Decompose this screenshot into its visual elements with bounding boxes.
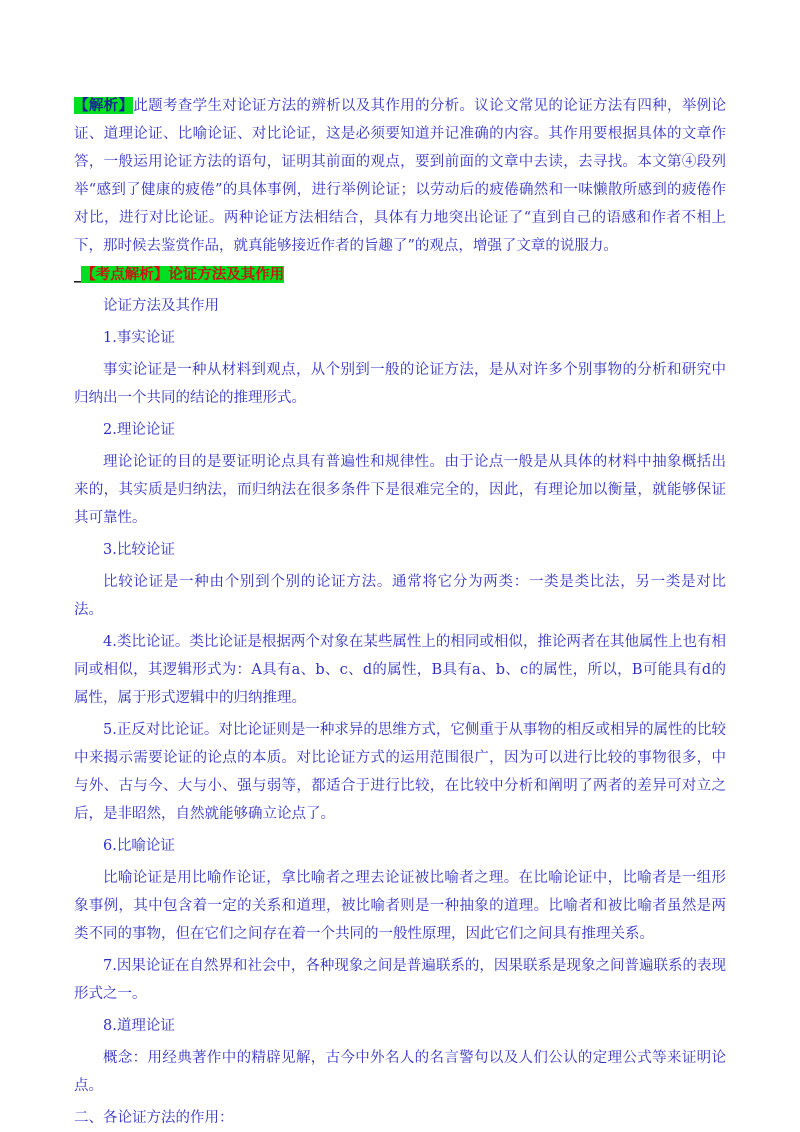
subheading-theory-argument: 2.理论论证 xyxy=(103,422,175,438)
subheading-comparison-argument: 3.比较论证 xyxy=(103,542,175,558)
document-page xyxy=(74,92,726,1132)
paragraph-comparison-argument: 比较论证是一种由个别到个别的论证方法。通常将它分为两类：一类是类比法，另一类是对比法。 xyxy=(74,574,726,618)
analysis-label: 【解析】 xyxy=(74,97,134,114)
subheading-reasoning-argument: 8.道理论证 xyxy=(103,1018,175,1034)
paragraph-causal-argument: 7.因果论证在自然界和社会中，各种现象之间是普遍联系的，因果联系是现象之间普遍联系的表现形式之一。 xyxy=(74,958,726,1002)
key-point-label: 【考点解析】 xyxy=(81,266,169,283)
paragraph-metaphor-argument: 比喻论证是用比喻作论证，拿比喻者之理去论证被比喻者之理。在比喻论证中，比喻者是一组形象事例，其中包含着一定的关系和道理，被比喻者则是一种抽象的道理。比喻者和被比喻者虽然是两类不同的事物，但在它们之间存在着一个共同的一般性原理，因此它们之间具有推理关系。 xyxy=(74,870,726,942)
paragraph-contrast-argument: 5.正反对比论证。对比论证则是一种求异的思维方式，它侧重于从事物的相反或相异的属性的比较中来揭示需要论证的论点的本质。对比论证方式的运用范围很广，因为可以进行比较的事物很多，中与外、古与今、大与小、强与弱等，都适合于进行比较，在比较中分析和阐明了两者的差异可对立之后，是非昭然，自然就能够确立论点了。 xyxy=(74,722,726,822)
paragraph-fact-argument: 事实论证是一种从材料到观点，从个别到一般的论证方法，是从对许多个别事物的分析和研究中归纳出一个共同的结论的推理形式。 xyxy=(74,362,726,406)
key-point-heading xyxy=(74,262,726,288)
subheading-metaphor-argument: 6.比喻论证 xyxy=(103,838,175,854)
key-point-title: 论证方法及其作用 xyxy=(168,266,285,283)
analysis-paragraph xyxy=(74,92,726,260)
section-two-heading: 二、各论证方法的作用： xyxy=(74,1110,234,1126)
paragraph-analogy-argument: 4.类比论证。类比论证是根据两个对象在某些属性上的相同或相似，推论两者在其他属性上也有相同或相似，其逻辑形式为：A具有a、b、c、d的属性，B具有a、b、c的属性，所以，B可能具有d的属性，属于形式逻辑中的归纳推理。 xyxy=(74,634,726,706)
subheading-fact-argument: 1.事实论证 xyxy=(103,330,175,346)
paragraph-reasoning-argument: 概念：用经典著作中的精辟见解，古今中外名人的名言警句以及人们公认的定理公式等来证明论点。 xyxy=(74,1050,726,1094)
key-point-underscore: _ xyxy=(74,266,82,283)
section-title: 论证方法及其作用 xyxy=(103,298,219,314)
analysis-text: 此题考查学生对论证方法的辨析以及其作用的分析。议论文常见的论证方法有四种，举例论证、道理论证、比喻论证、对比论证，这是必须要知道并记准确的内容。其作用要根据具体的文章作答，一般运用论证方法的语句，证明其前面的观点，要到前面的文章中去读，去寻找。本文第④段列举“感到了健康的疲倦”的具体事例，进行举例论证；以劳动后的疲倦确然和一味懒散所感到的疲倦作对比，进行对比论证。两种论证方法相结合，具体有力地突出论证了“直到自己的语感和作者不相上下，那时候去鉴赏作品，就真能够接近作者的旨趣了”的观点，增强了文章的说服力。 xyxy=(74,98,727,254)
paragraph-theory-argument: 理论论证的目的是要证明论点具有普遍性和规律性。由于论点一般是从具体的材料中抽象概括出来的，其实质是归纳法，而归纳法在很多条件下是很难完全的，因此，有理论加以衡量，就能够保证其可靠性。 xyxy=(74,454,726,526)
